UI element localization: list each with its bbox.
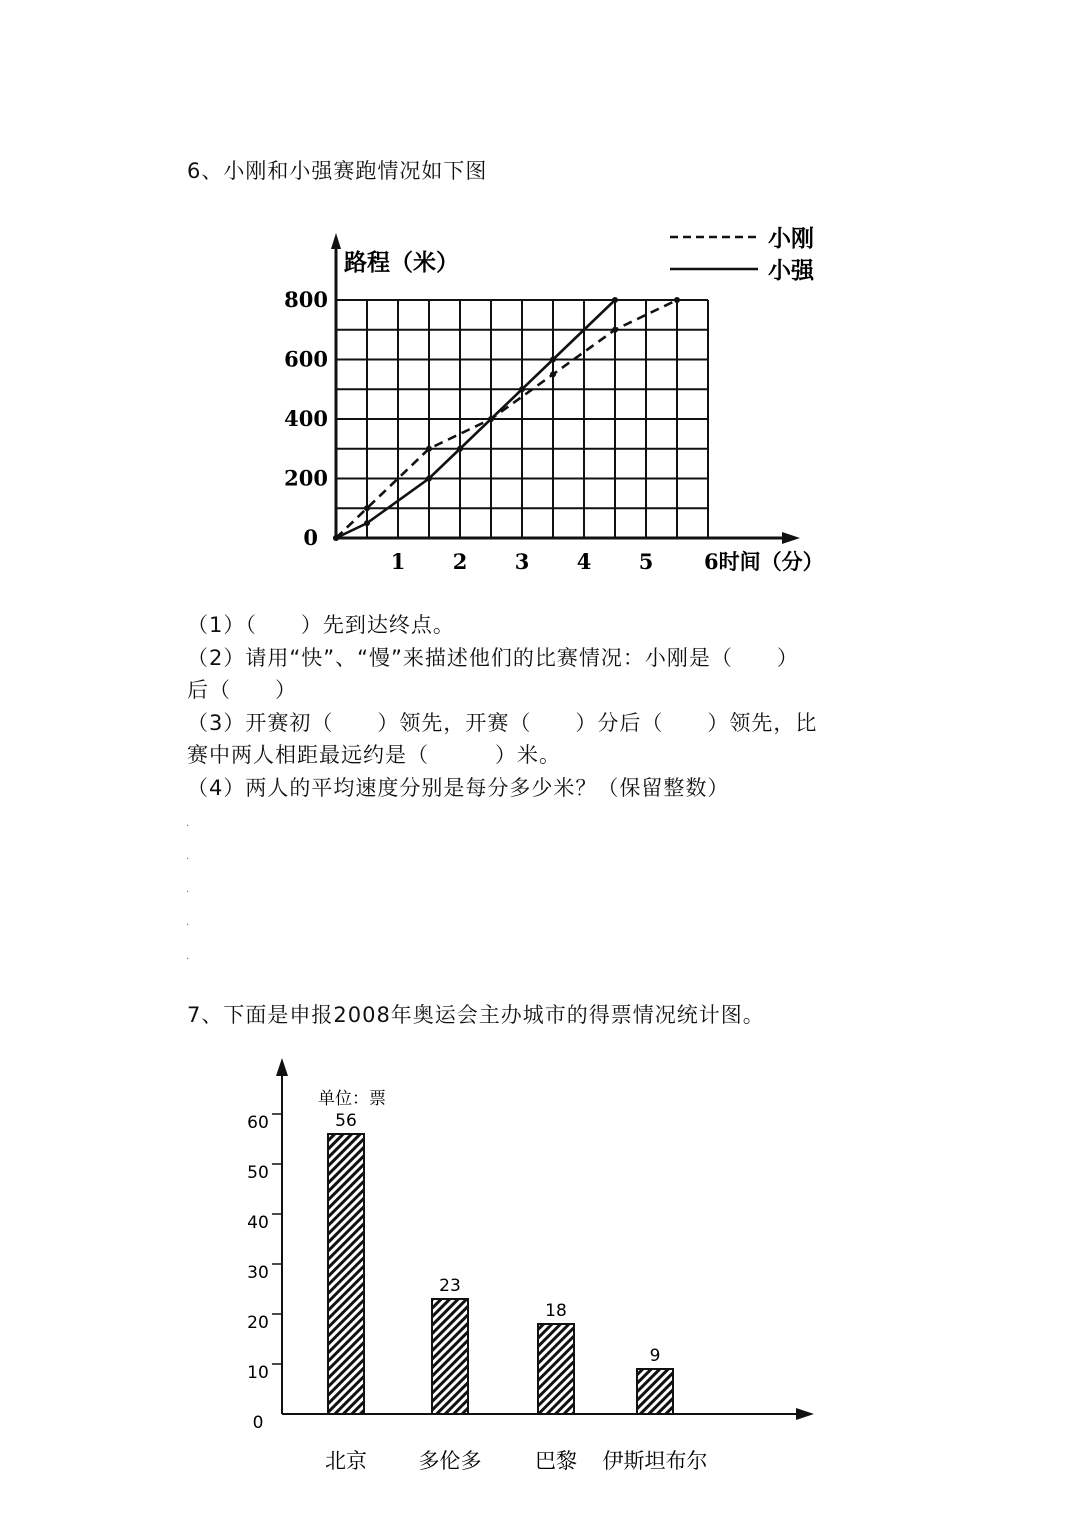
x-axis-arrow [796,1408,814,1420]
question-6-title: 6、小刚和小强赛跑情况如下图 [187,159,488,183]
data-point [364,505,370,511]
bar-chart-bars [328,1134,673,1414]
data-point [674,297,680,303]
y-tick-label: 400 [284,406,328,431]
y-tick-label: 0 [252,1413,264,1433]
bar-chart-labels [247,1089,707,1473]
answer-dot: . [186,818,190,829]
y-tick-label: 30 [247,1263,269,1283]
y-tick-label: 50 [247,1163,269,1183]
answer-dot: . [186,851,190,862]
answer-dot: . [186,917,190,928]
question-7-title: 7、下面是申报2008年奥运会主办城市的得票情况统计图。 [187,1003,765,1027]
data-point [519,386,525,392]
y-tick-label: 60 [247,1113,269,1133]
category-label: 北京 [325,1449,367,1473]
y-tick-label: 800 [284,287,328,312]
chart-legend [670,225,815,284]
data-point [612,297,618,303]
q6-line-5: 赛中两人相距最远约是（ ）米。 [187,743,561,767]
answer-dot: . [186,951,190,962]
category-label: 多伦多 [418,1449,482,1473]
data-point [333,535,339,541]
bar [328,1134,364,1414]
x-axis-arrow [782,532,800,544]
y-tick-label: 10 [247,1363,269,1383]
q6-line-6: （4）两人的平均速度分别是每分多少米？（保留整数） [187,776,730,800]
answer-dot: . [186,884,190,895]
data-point [550,371,556,377]
bar-value-label: 56 [335,1111,357,1131]
x-tick-label: 2 [452,549,468,574]
category-label: 巴黎 [535,1449,577,1473]
bar-value-label: 18 [545,1301,567,1321]
x-tick-label: 5 [638,549,654,574]
bar [538,1324,574,1414]
y-axis-arrow [276,1058,288,1076]
data-point [457,446,463,452]
q6-line-1: （1）（ ）先到达终点。 [187,613,455,637]
legend-label: 小强 [768,257,814,284]
bar [432,1299,468,1414]
data-point [426,446,432,452]
y-axis-arrow [331,233,341,249]
chart-grid [336,300,708,538]
bar-value-label: 23 [439,1276,461,1296]
data-point [426,476,432,482]
bar [637,1369,673,1414]
x-tick-label: 1 [390,549,406,574]
data-point [364,520,370,526]
data-point [612,327,618,333]
category-label: 伊斯坦布尔 [602,1449,708,1473]
legend-label: 小刚 [768,225,814,252]
y-tick-label: 40 [247,1213,269,1233]
y-tick-label: 0 [303,525,318,550]
q6-line-4: （3）开赛初（ ）领先，开赛（ ）分后（ ）领先，比 [187,711,818,735]
data-point [550,357,556,363]
y-axis-title: 路程（米） [344,249,459,276]
race-line-chart [284,215,860,585]
unit-label: 单位：票 [318,1089,386,1109]
bar-value-label: 9 [649,1346,661,1366]
q6-line-3: 后（ ） [187,678,297,702]
votes-bar-chart [230,1050,830,1536]
y-tick-label: 600 [284,346,328,372]
x-tick-label: 4 [576,549,592,574]
q6-line-2: （2）请用“快”、“慢”来描述他们的比赛情况：小刚是（ ） [187,646,799,670]
x-axis-title: 6时间（分） [704,549,824,574]
y-tick-label: 20 [247,1313,269,1333]
y-tick-label: 200 [284,465,328,491]
x-tick-label: 3 [514,549,530,574]
